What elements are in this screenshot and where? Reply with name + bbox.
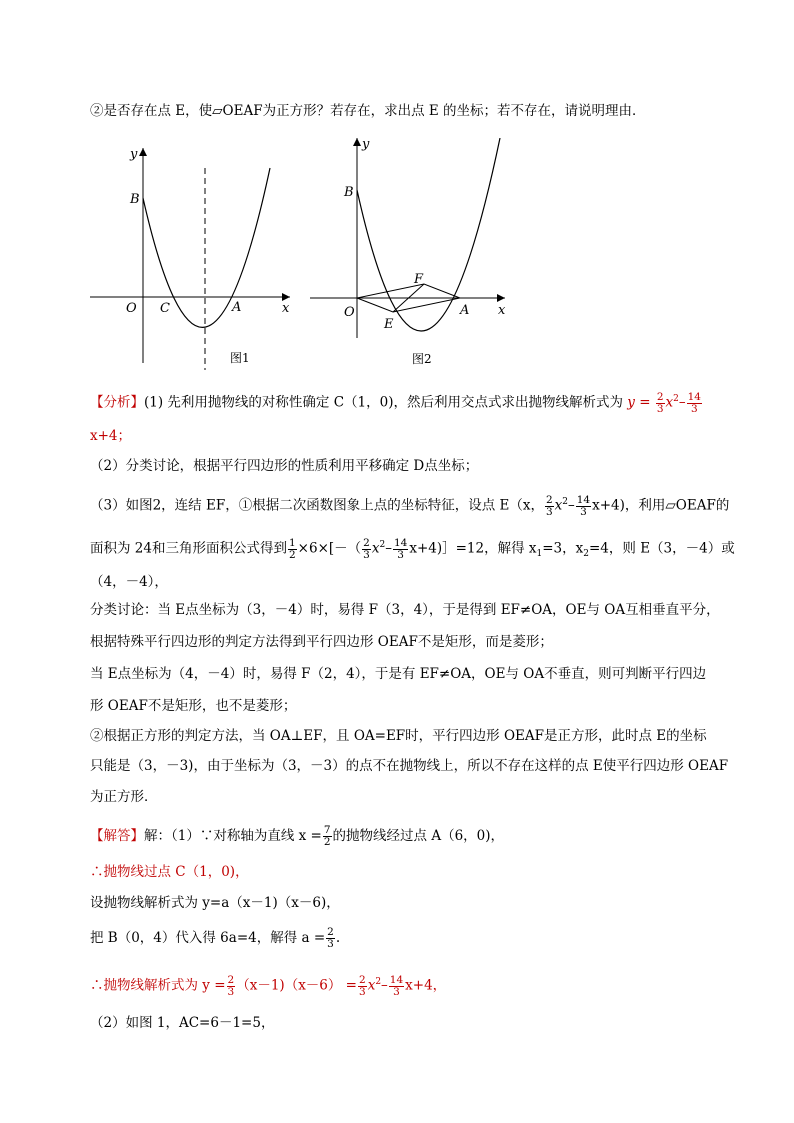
fig2-label-x: x [498, 303, 506, 318]
fraction: $\frac{2}{3}$ [227, 973, 235, 998]
fraction: $\frac{2}{3}$ [363, 536, 370, 561]
fraction: $\frac{1}{2}$ [288, 536, 296, 561]
analysis-line-5: （4，－4）， [90, 574, 168, 590]
analysis-line-9: 形 OEAF不是矩形，也不是菱形； [90, 698, 297, 714]
fraction: $\frac{2}{3}$ [327, 926, 334, 950]
figure-1 [90, 147, 290, 370]
solution-line-6: （2）如图 1，AC=6－1=5， [90, 1015, 275, 1031]
solution-tag: 【解答】 [90, 828, 144, 844]
figure-2 [310, 138, 506, 366]
fig2-x-arrow [497, 294, 505, 302]
fraction: $\frac{2}{3}$ [656, 390, 664, 415]
fraction: $\frac{7}{2}$ [323, 824, 331, 848]
analysis-line-1: 【分析】(1) 先利用抛物线的对称性确定 C（1，0)，然后利用交点式求出抛物线解析式为 y = $\frac{2}{3}$ $x^2-$ $\frac{14}{3}$ [90, 390, 701, 415]
fig2-label-y: y [362, 138, 370, 152]
fraction: $\frac{14}{3}$ [389, 973, 404, 998]
fig2-label-o: O [344, 305, 355, 320]
analysis-line-1b: x+4； [90, 428, 132, 444]
fig1-y-arrow [139, 148, 147, 156]
solution-line-4: 把 B（0，4）代入得 6a=4，解得 a = $\frac{2}{3}$ . [90, 926, 341, 950]
fig2-y-arrow [353, 138, 361, 146]
fig2-label-b: B [344, 185, 354, 200]
analysis-tag: 【分析】 [90, 394, 144, 411]
fraction: $\frac{14}{3}$ [687, 390, 701, 415]
analysis-line-11: 只能是（3，－3)，由于坐标为（3，－3）的点不在抛物线上，所以不存在这样的点 E使平行四边形 OEAF [90, 758, 729, 774]
analysis-line-2: （2）分类讨论，根据平行四边形的性质利用平移确定 D点坐标； [90, 458, 479, 474]
fig1-label-y: y [130, 147, 138, 162]
fig1-x-arrow [282, 293, 290, 301]
analysis-line-7: 根据特殊平行四边形的判定方法得到平行四边形 OEAF不是矩形，而是菱形； [90, 634, 553, 650]
solution-line-1: 【解答】解：（1）∵对称轴为直线 x = $\frac{7}{2}$ 的抛物线经过点 A（6，0)， [90, 824, 505, 848]
fig2-label-a: A [460, 303, 470, 318]
analysis-line-10: ②根据正方形的判定方法，当 OA⊥EF，且 OA=EF时，平行四边形 OEAF是正方形，此时点 E的坐标 [90, 728, 707, 744]
fig1-label-a: A [232, 300, 242, 315]
fig1-caption: 图1 [230, 351, 250, 365]
fraction: $\frac{2}{3}$ [359, 973, 366, 998]
analysis-line-3: （3）如图2，连结 EF，①根据二次函数图象上点的坐标特征，设点 E（x， $\frac{2}{3}$ $x^2-$ $\frac{14}{3}$ x+4)，利用▱OEAF的 [90, 493, 730, 518]
fig2-label-e: E [384, 317, 394, 332]
fraction: $\frac{2}{3}$ [545, 493, 553, 518]
figure-graphs [0, 138, 794, 378]
analysis-line-6: 分类讨论：当 E点坐标为（3，－4）时，易得 F（3，4），于是得到 EF≠OA，OE与 OA互相垂直平分， [90, 602, 720, 618]
solution-line-2: ∴抛物线过点 C（1，0)， [90, 864, 249, 880]
solution-line-3: 设抛物线解析式为 y=a（x－1)（x－6)， [90, 895, 340, 911]
fig2-label-f: F [414, 272, 424, 287]
fraction: $\frac{14}{3}$ [393, 536, 408, 561]
fig2-caption: 图2 [412, 352, 432, 366]
fraction: $\frac{14}{3}$ [576, 493, 591, 518]
solution-line-5: ∴抛物线解析式为 y = $\frac{2}{3}$ （x－1)（x－6） = $\frac{2}{3}$ $x^2-$ $\frac{14}{3}$ x+4， [90, 973, 447, 998]
fig2-parabola [357, 138, 500, 331]
fig1-label-c: C [160, 301, 170, 316]
fig1-label-o: O [126, 301, 137, 316]
analysis-line-12: 为正方形． [90, 789, 158, 805]
fig1-label-b: B [130, 192, 140, 207]
analysis-line-4: 面积为 24和三角形面积公式得到 $\frac{1}{2}$ ×6×[－（ $\frac{2}{3}$ $x^2-$ $\frac{14}{3}$ x+4)］=12，解得 $x_1=3$，$x_2=4$，则 E（3，－4）或 [90, 536, 735, 561]
analysis-line-8: 当 E点坐标为（4，－4）时，易得 F（2，4），于是有 EF≠OA，OE与 OA不垂直，则可判断平行四边 [90, 666, 707, 682]
fig1-label-x: x [282, 301, 290, 316]
question-text: ②是否存在点 E，使▱OEAF为正方形？若存在，求出点 E 的坐标；若不存在，请说明理由． [90, 103, 646, 119]
